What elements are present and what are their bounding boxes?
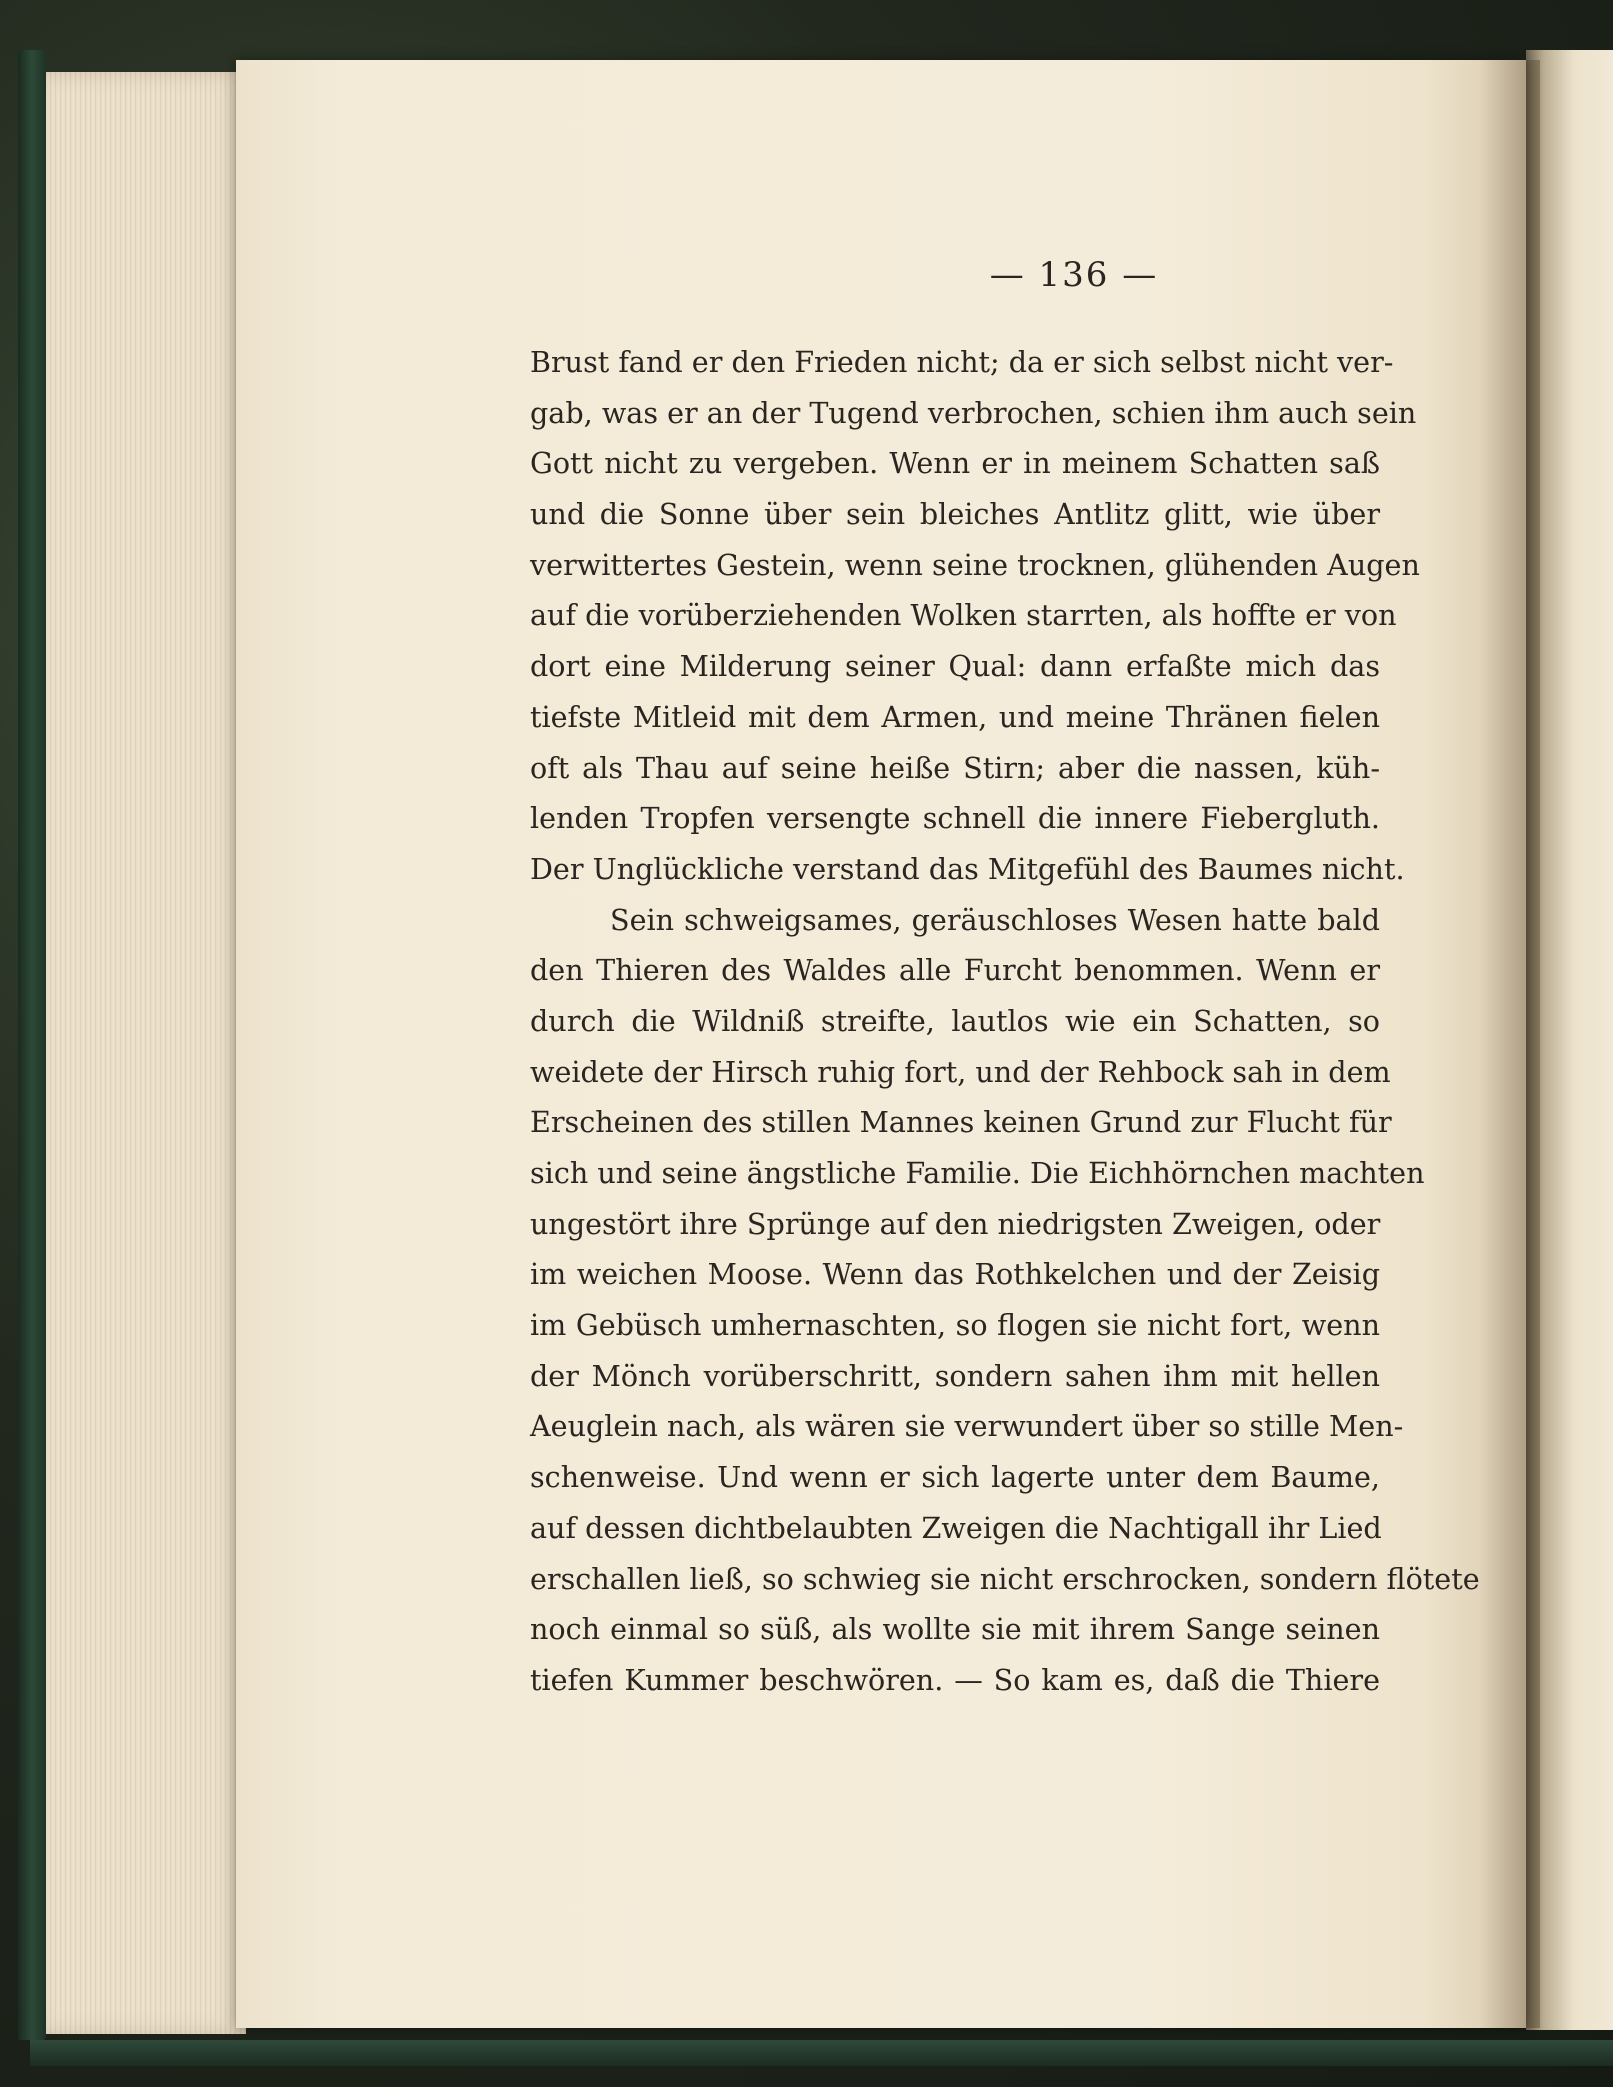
text-line: im Gebüsch umhernaschten, so flogen sie nicht fort, wenn [530,1308,1380,1343]
text-line: auf die vorüberziehenden Wolken starrten, als hoffte er von [530,598,1397,633]
body-text [530,337,1480,1706]
text-line: Der Unglückliche verstand das Mitgefühl des Baumes nicht. [530,851,1405,886]
text-line: Aeuglein nach, als wären sie verwundert über so stille Men- [530,1409,1404,1444]
page-number-text: — 136 — [989,255,1159,295]
text-line: verwittertes Gestein, wenn seine trocknen, glühenden Augen [530,547,1420,582]
gutter-shadow [1480,60,1540,2028]
text-line: erschallen ließ, so schwieg sie nicht erschrocken, sondern flötete [530,1561,1480,1596]
cover-edge-bottom [30,2040,1613,2066]
text-line: den Thieren des Waldes alle Furcht benommen. Wenn er [530,953,1380,988]
text-line: schenweise. Und wenn er sich lagerte unter dem Baume, [530,1460,1380,1495]
text-line: ungestört ihre Sprünge auf den niedrigsten Zweigen, oder [530,1206,1381,1241]
text-line-paragraph-start: Sein schweigsames, geräuschloses Wesen hatte bald [610,902,1380,937]
text-line: Gott nicht zu vergeben. Wenn er in meinem Schatten saß [530,446,1380,481]
page-number [0,255,1613,295]
text-line: Brust fand er den Frieden nicht; da er sich selbst nicht ver- [530,345,1394,379]
text-line: gab, was er an der Tugend verbrochen, schien ihm auch sein [530,395,1417,430]
text-line: weidete der Hirsch ruhig fort, und der Rehbock sah in dem [530,1054,1391,1089]
text-line: der Mönch vorüberschritt, sondern sahen ihm mit hellen [530,1358,1380,1393]
text-line: im weichen Moose. Wenn das Rothkelchen und der Zeisig [530,1257,1380,1292]
text-line: auf dessen dichtbelaubten Zweigen die Nachtigall ihr Lied [530,1510,1382,1545]
text-line: lenden Tropfen versengte schnell die innere Fiebergluth. [530,801,1380,836]
cover-edge-left [18,50,46,2040]
page-stack-edges [46,72,246,2034]
text-line: Erscheinen des stillen Mannes keinen Grund zur Flucht für [530,1105,1392,1140]
text-line: durch die Wildniß streifte, lautlos wie ein Schatten, so [530,1003,1380,1038]
text-line: noch einmal so süß, als wollte sie mit ihrem Sange seinen [530,1612,1380,1647]
text-line: dort eine Milderung seiner Qual: dann erfaßte mich das [530,649,1380,684]
text-line: oft als Thau auf seine heiße Stirn; aber die nassen, küh- [530,750,1380,785]
text-line: tiefste Mitleid mit dem Armen, und meine Thränen fielen [530,699,1380,734]
text-line: sich und seine ängstliche Familie. Die Eichhörnchen machten [530,1156,1425,1190]
text-line: und die Sonne über sein bleiches Antlitz glitt, wie über [530,497,1380,532]
text-line: tiefen Kummer beschwören. — So kam es, daß die Thiere [530,1662,1380,1697]
